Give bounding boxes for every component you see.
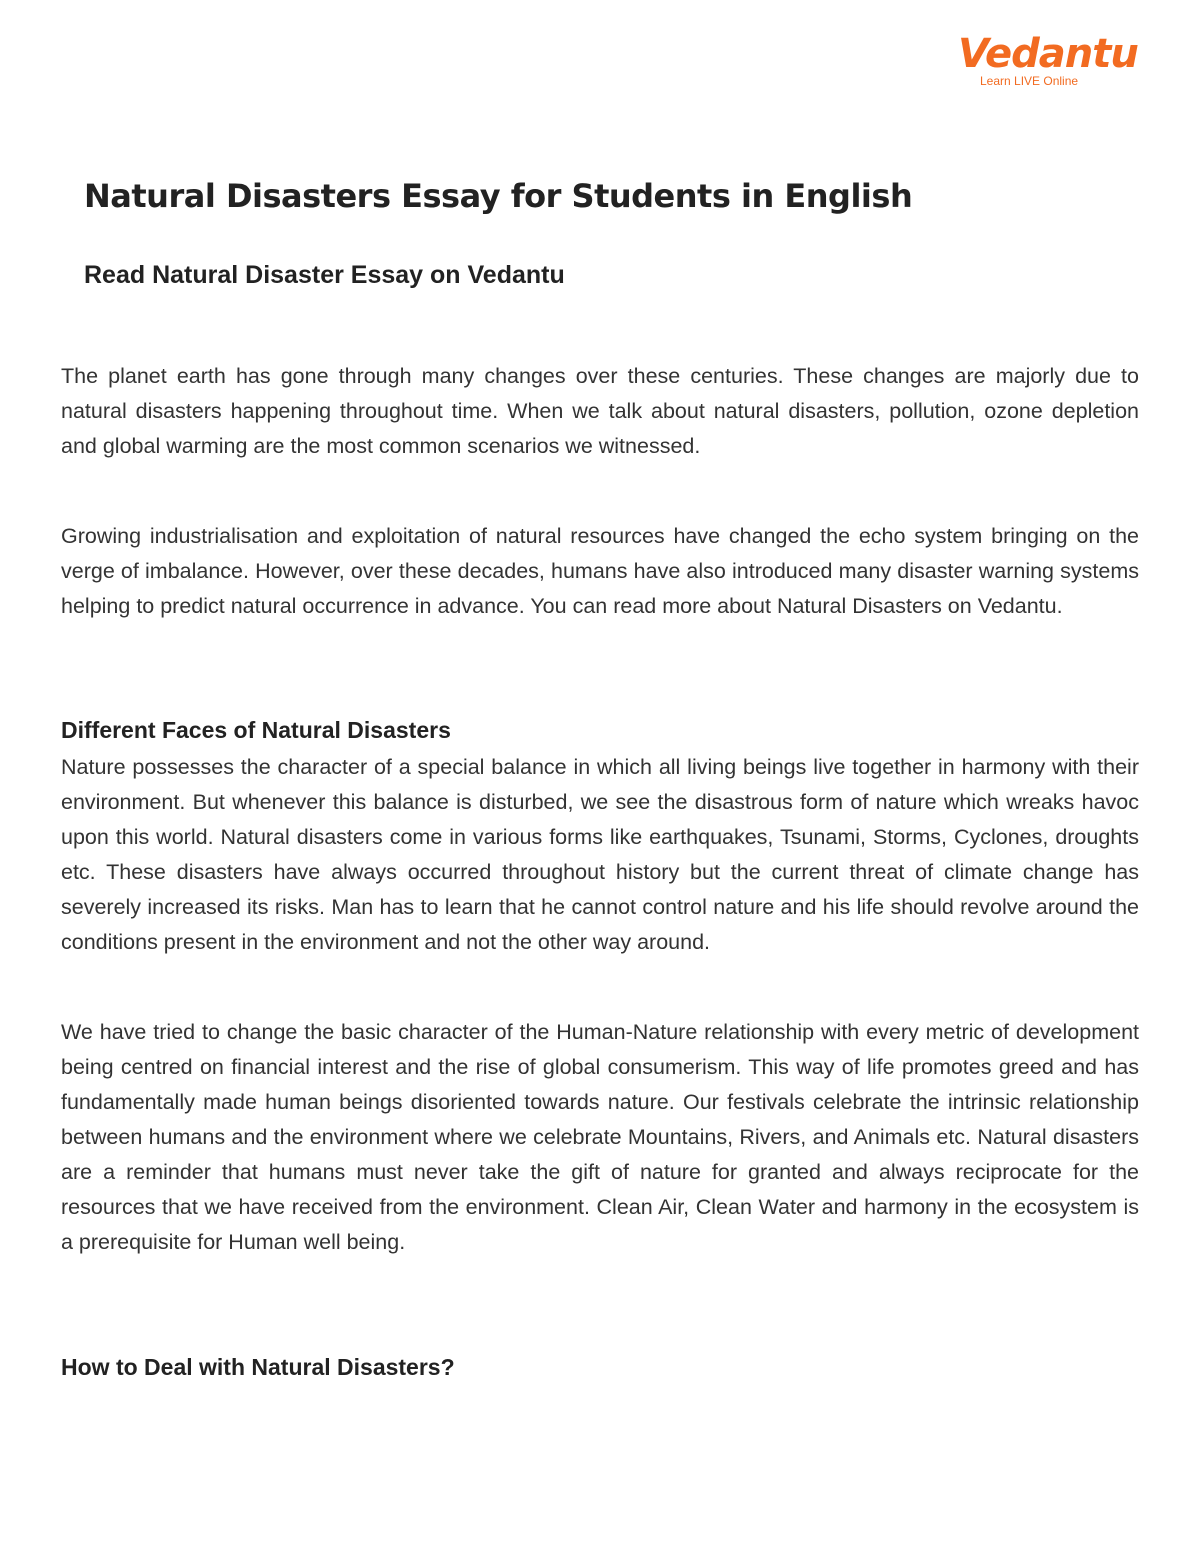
- section1-paragraph-2-block: [61, 1015, 1139, 1260]
- page-subtitle: Read Natural Disaster Essay on Vedantu: [84, 261, 565, 289]
- logo-wordmark: Vedantu: [958, 31, 1138, 77]
- section1-paragraph-1: Nature possesses the character of a special balance in which all living beings live together in harmony with their environment. But whenever this balance is disturbed, we see the disastrous form of nature which wreaks havoc upon this world. Natural disasters come in various forms like earthquakes, Tsunami, Storms, Cyclones, droughts etc. These disasters have always occurred throughout history but the current threat of climate change has severely increased its risks. Man has to learn that he cannot control nature and his life should revolve around the conditions present in the environment and not the other way around.: [61, 755, 1139, 954]
- vedantu-logo: [958, 30, 1138, 88]
- intro-paragraph-2-block: [61, 519, 1139, 624]
- section-how-to-deal: [61, 1351, 1139, 1383]
- section1-paragraph-1-block: [61, 750, 1139, 960]
- section-heading-how-to-deal: How to Deal with Natural Disasters?: [61, 1354, 455, 1380]
- section1-paragraph-2: We have tried to change the basic character of the Human-Nature relationship with every metric of development being centred on financial interest and the rise of global consumerism. This way of life promotes greed and has fundamentally made human beings disoriented towards nature. Our festivals celebrate the intrinsic relationship between humans and the environment where we celebrate Mountains, Rivers, and Animals etc. Natural disasters are a reminder that humans must never take the gift of nature for granted and always reciprocate for the resources that we have received from the environment. Clean Air, Clean Water and harmony in the ecosystem is a prerequisite for Human well being.: [61, 1020, 1139, 1254]
- logo-tagline: Learn LIVE Online: [980, 74, 1079, 88]
- section-different-faces: [61, 714, 1139, 746]
- intro-paragraph-2: Growing industrialisation and exploitation of natural resources have changed the echo system bringing on the verge of imbalance. However, over these decades, humans have also introduced many disaster warning systems helping to predict natural occurrence in advance. You can read more about Natural Disasters on Vedantu.: [61, 524, 1139, 618]
- page-title: Natural Disasters Essay for Students in English: [84, 177, 913, 215]
- intro-paragraph-1-block: [61, 359, 1139, 464]
- intro-paragraph-1: The planet earth has gone through many changes over these centuries. These changes are majorly due to natural disasters happening throughout time. When we talk about natural disasters, pollution, ozone depletion and global warming are the most common scenarios we witnessed.: [61, 364, 1139, 458]
- section-heading-different-faces: Different Faces of Natural Disasters: [61, 717, 451, 743]
